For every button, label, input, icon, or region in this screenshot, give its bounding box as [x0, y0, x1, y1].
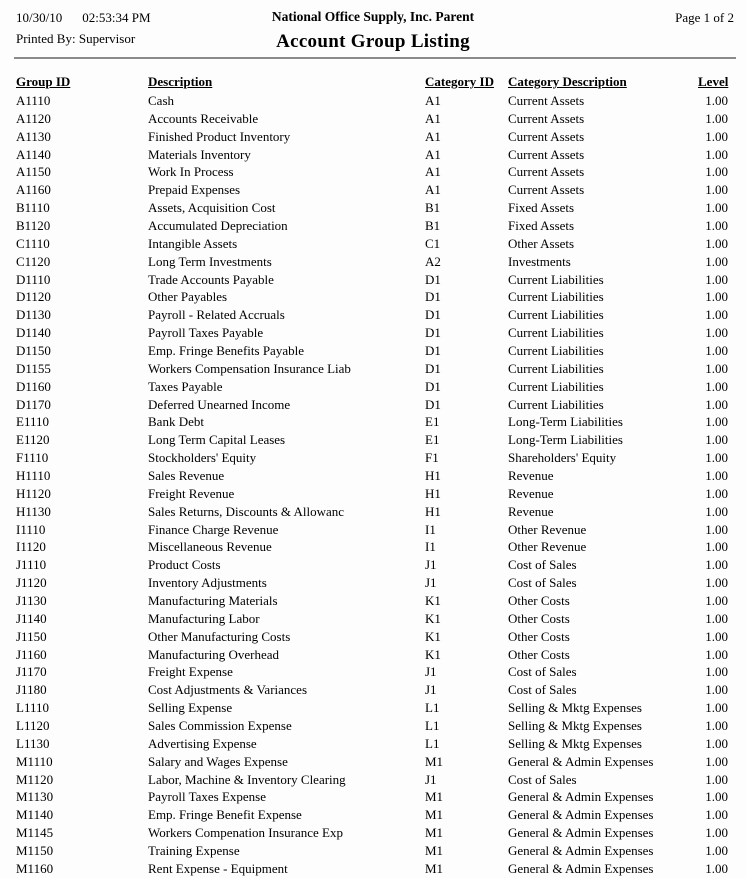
cell-group-id: J1120 — [16, 575, 47, 591]
table-row — [0, 574, 746, 592]
table-row — [0, 271, 746, 289]
cell-description: Finished Product Inventory — [148, 128, 291, 144]
cell-category-id: A1 — [425, 164, 441, 180]
cell-category-id: H1 — [425, 467, 441, 483]
cell-category-id: D1 — [425, 342, 441, 358]
table-row — [0, 288, 746, 306]
cell-description: Long Term Investments — [148, 253, 272, 269]
cell-category-description: Shareholders' Equity — [508, 450, 617, 466]
cell-group-id: M1120 — [16, 771, 54, 787]
table-header — [0, 72, 746, 92]
table-row — [0, 396, 746, 414]
cell-description: Emp. Fringe Benefit Expense — [148, 807, 302, 823]
cell-description: Cost Adjustments & Variances — [148, 682, 308, 698]
column-header-category-description: Category Description — [508, 74, 627, 89]
cell-description: Taxes Payable — [148, 378, 223, 394]
cell-category-description: Current Liabilities — [508, 396, 604, 412]
cell-category-description: Cost of Sales — [508, 575, 577, 591]
cell-description: Payroll Taxes Expense — [148, 789, 266, 805]
cell-group-id: J1130 — [16, 592, 47, 608]
cell-level: 1.00 — [705, 325, 728, 341]
cell-category-description: Cost of Sales — [508, 771, 577, 787]
cell-category-id: A1 — [425, 182, 441, 198]
cell-category-id: D1 — [425, 396, 441, 412]
cell-category-id: D1 — [425, 360, 441, 376]
table-row — [0, 592, 746, 610]
cell-category-id: I1 — [425, 521, 436, 537]
cell-description: Stockholders' Equity — [148, 450, 257, 466]
cell-category-id: A2 — [425, 253, 441, 269]
cell-category-id: A1 — [425, 92, 441, 108]
cell-category-description: Long-Term Liabilities — [508, 432, 623, 448]
cell-group-id: D1110 — [16, 271, 51, 287]
cell-group-id: J1160 — [16, 646, 47, 662]
cell-description: Deferred Unearned Income — [148, 396, 291, 412]
cell-description: Manufacturing Materials — [148, 592, 278, 608]
cell-group-id: D1140 — [16, 325, 51, 341]
table-row — [0, 628, 746, 646]
cell-level: 1.00 — [705, 271, 728, 287]
column-header-description: Description — [148, 74, 213, 89]
cell-level: 1.00 — [705, 414, 728, 430]
cell-group-id: L1110 — [16, 700, 49, 716]
cell-category-id: J1 — [425, 771, 437, 787]
cell-group-id: A1140 — [16, 146, 51, 162]
cell-group-id: D1170 — [16, 396, 51, 412]
cell-category-id: M1 — [425, 843, 444, 859]
cell-level: 1.00 — [705, 200, 728, 216]
cell-level: 1.00 — [705, 342, 728, 358]
cell-level: 1.00 — [705, 860, 728, 876]
cell-category-description: General & Admin Expenses — [508, 789, 654, 805]
column-header-category-id: Category ID — [425, 74, 494, 89]
cell-category-description: Revenue — [508, 467, 554, 483]
cell-category-id: M1 — [425, 789, 444, 805]
table-row — [0, 306, 746, 324]
cell-category-id: F1 — [425, 450, 439, 466]
table-row — [0, 735, 746, 753]
cell-level: 1.00 — [705, 289, 728, 305]
cell-level: 1.00 — [705, 485, 728, 501]
report-titles — [0, 9, 746, 53]
cell-category-id: J1 — [425, 682, 437, 698]
cell-level: 1.00 — [705, 646, 728, 662]
cell-category-description: Current Liabilities — [508, 342, 604, 358]
account-group-table — [0, 72, 746, 878]
cell-level: 1.00 — [705, 628, 728, 644]
cell-level: 1.00 — [705, 557, 728, 573]
cell-group-id: A1120 — [16, 110, 51, 126]
cell-category-id: D1 — [425, 289, 441, 305]
cell-category-id: K1 — [425, 592, 441, 608]
table-row — [0, 771, 746, 789]
cell-level: 1.00 — [705, 164, 728, 180]
cell-description: Workers Compensation Insurance Liab — [148, 360, 351, 376]
cell-category-id: D1 — [425, 271, 441, 287]
cell-description: Selling Expense — [148, 700, 233, 716]
table-row — [0, 360, 746, 378]
cell-description: Long Term Capital Leases — [148, 432, 286, 448]
cell-category-description: Revenue — [508, 485, 554, 501]
cell-level: 1.00 — [705, 182, 728, 198]
table-row — [0, 503, 746, 521]
cell-level: 1.00 — [705, 235, 728, 251]
cell-level: 1.00 — [705, 575, 728, 591]
cell-description: Sales Revenue — [148, 467, 225, 483]
cell-description: Advertising Expense — [148, 735, 257, 751]
cell-category-description: Selling & Mktg Expenses — [508, 718, 642, 733]
table-row — [0, 681, 746, 699]
cell-description: Finance Charge Revenue — [148, 521, 279, 537]
cell-description: Materials Inventory — [148, 146, 251, 162]
cell-level: 1.00 — [705, 521, 728, 537]
cell-description: Freight Revenue — [148, 485, 235, 501]
cell-level: 1.00 — [705, 771, 728, 787]
cell-category-description: Current Liabilities — [508, 360, 604, 376]
cell-category-description: Current Assets — [508, 110, 585, 126]
table-row — [0, 146, 746, 164]
cell-group-id: D1155 — [16, 360, 51, 376]
cell-category-description: Other Costs — [508, 628, 570, 644]
cell-group-id: D1150 — [16, 342, 51, 358]
cell-category-description: Cost of Sales — [508, 682, 577, 698]
table-row — [0, 217, 746, 235]
cell-category-id: J1 — [425, 557, 437, 573]
table-row — [0, 717, 746, 735]
table-row — [0, 199, 746, 217]
header-divider — [14, 57, 736, 59]
cell-group-id: A1160 — [16, 182, 51, 198]
cell-category-description: Long-Term Liabilities — [508, 414, 623, 430]
cell-category-description: Other Costs — [508, 610, 570, 626]
table-row — [0, 699, 746, 717]
cell-category-description: Other Costs — [508, 646, 570, 662]
table-row — [0, 538, 746, 556]
cell-level: 1.00 — [705, 592, 728, 608]
cell-category-id: H1 — [425, 503, 441, 519]
cell-group-id: E1110 — [16, 414, 49, 430]
cell-category-description: Current Assets — [508, 92, 585, 108]
cell-level: 1.00 — [705, 307, 728, 323]
cell-group-id: A1130 — [16, 128, 51, 144]
cell-level: 1.00 — [705, 360, 728, 376]
cell-group-id: M1160 — [16, 860, 54, 876]
cell-group-id: H1110 — [16, 467, 51, 483]
table-row — [0, 521, 746, 539]
table-row — [0, 610, 746, 628]
cell-level: 1.00 — [705, 825, 728, 841]
cell-group-id: F1110 — [16, 450, 49, 466]
cell-category-description: Current Assets — [508, 164, 585, 180]
column-header-level: Level — [698, 74, 729, 89]
cell-description: Emp. Fringe Benefits Payable — [148, 342, 304, 358]
table-row — [0, 556, 746, 574]
cell-description: Prepaid Expenses — [148, 182, 241, 198]
print-date: 10/30/10 — [16, 10, 63, 25]
table-row — [0, 824, 746, 842]
cell-description: Manufacturing Overhead — [148, 646, 280, 662]
cell-category-description: Cost of Sales — [508, 557, 577, 573]
cell-group-id: M1140 — [16, 807, 54, 823]
cell-category-id: H1 — [425, 485, 441, 501]
table-row — [0, 128, 746, 146]
cell-group-id: J1180 — [16, 682, 47, 698]
cell-category-id: J1 — [425, 575, 437, 591]
cell-description: Intangible Assets — [148, 235, 238, 251]
cell-category-description: Investments — [508, 253, 571, 269]
cell-description: Workers Compenation Insurance Exp — [148, 825, 343, 841]
cell-level: 1.00 — [705, 682, 728, 698]
cell-category-description: General & Admin Expenses — [508, 843, 654, 859]
cell-description: Payroll Taxes Payable — [148, 325, 264, 341]
cell-category-description: Fixed Assets — [508, 217, 575, 233]
cell-category-description: Other Costs — [508, 592, 570, 608]
cell-category-description: Current Assets — [508, 182, 585, 198]
cell-category-description: Revenue — [508, 503, 554, 519]
cell-group-id: B1110 — [16, 200, 50, 216]
cell-level: 1.00 — [705, 378, 728, 394]
cell-description: Other Payables — [148, 289, 228, 305]
cell-description: Salary and Wages Expense — [148, 753, 288, 769]
cell-group-id: A1150 — [16, 164, 51, 180]
table-row — [0, 467, 746, 485]
cell-category-id: A1 — [425, 146, 441, 162]
print-time: 02:53:34 PM — [82, 10, 151, 25]
cell-category-description: Selling & Mktg Expenses — [508, 700, 642, 716]
cell-group-id: M1150 — [16, 843, 54, 859]
cell-group-id: L1130 — [16, 735, 50, 751]
cell-category-description: Current Liabilities — [508, 271, 604, 287]
table-row — [0, 860, 746, 878]
cell-level: 1.00 — [705, 735, 728, 751]
cell-category-description: General & Admin Expenses — [508, 825, 654, 841]
cell-group-id: I1120 — [16, 539, 46, 555]
table-row — [0, 253, 746, 271]
cell-description: Sales Returns, Discounts & Allowanc — [148, 503, 345, 519]
cell-description: Product Costs — [148, 557, 221, 573]
cell-level: 1.00 — [705, 843, 728, 859]
cell-level: 1.00 — [705, 718, 728, 733]
cell-group-id: D1120 — [16, 289, 51, 305]
cell-group-id: J1150 — [16, 628, 47, 644]
cell-category-description: Current Assets — [508, 146, 585, 162]
table-row — [0, 342, 746, 360]
cell-category-id: A1 — [425, 110, 441, 126]
cell-description: Bank Debt — [148, 414, 204, 430]
cell-group-id: C1120 — [16, 253, 51, 269]
table-row — [0, 646, 746, 664]
cell-group-id: L1120 — [16, 718, 50, 733]
cell-category-id: I1 — [425, 539, 436, 555]
cell-description: Accumulated Depreciation — [148, 217, 288, 233]
cell-category-id: L1 — [425, 735, 440, 751]
cell-category-id: B1 — [425, 200, 441, 216]
cell-description: Manufacturing Labor — [148, 610, 260, 626]
cell-group-id: M1145 — [16, 825, 54, 841]
cell-group-id: A1110 — [16, 92, 51, 108]
cell-description: Sales Commission Expense — [148, 718, 292, 733]
cell-group-id: H1120 — [16, 485, 51, 501]
cell-level: 1.00 — [705, 92, 728, 108]
cell-category-id: M1 — [425, 825, 444, 841]
cell-category-description: Current Liabilities — [508, 378, 604, 394]
cell-level: 1.00 — [705, 807, 728, 823]
cell-description: Freight Expense — [148, 664, 233, 680]
cell-category-id: M1 — [425, 807, 444, 823]
cell-group-id: J1170 — [16, 664, 47, 680]
table-row — [0, 163, 746, 181]
cell-description: Rent Expense - Equipment — [148, 860, 288, 876]
cell-category-id: C1 — [425, 235, 441, 251]
cell-group-id: D1130 — [16, 307, 51, 323]
cell-category-id: K1 — [425, 628, 441, 644]
cell-level: 1.00 — [705, 503, 728, 519]
table-row — [0, 378, 746, 396]
cell-category-id: L1 — [425, 718, 440, 733]
table-row — [0, 789, 746, 807]
table-row — [0, 842, 746, 860]
cell-level: 1.00 — [705, 253, 728, 269]
cell-description: Miscellaneous Revenue — [148, 539, 272, 555]
cell-category-description: Current Assets — [508, 128, 585, 144]
table-row — [0, 413, 746, 431]
cell-category-description: General & Admin Expenses — [508, 860, 654, 876]
cell-category-description: Fixed Assets — [508, 200, 575, 216]
table-row — [0, 324, 746, 342]
cell-level: 1.00 — [705, 664, 728, 680]
cell-category-id: E1 — [425, 432, 440, 448]
column-header-group-id: Group ID — [16, 74, 71, 89]
cell-level: 1.00 — [705, 450, 728, 466]
cell-category-id: B1 — [425, 217, 441, 233]
cell-category-description: Current Liabilities — [508, 325, 604, 341]
table-row — [0, 235, 746, 253]
table-row — [0, 664, 746, 682]
cell-category-description: General & Admin Expenses — [508, 753, 654, 769]
table-row — [0, 449, 746, 467]
cell-category-description: Other Assets — [508, 235, 575, 251]
cell-category-id: K1 — [425, 646, 441, 662]
table-body — [0, 92, 746, 878]
cell-category-id: D1 — [425, 325, 441, 341]
cell-description: Payroll - Related Accruals — [148, 307, 285, 323]
cell-level: 1.00 — [705, 789, 728, 805]
cell-level: 1.00 — [705, 610, 728, 626]
cell-category-id: L1 — [425, 700, 440, 716]
cell-category-id: D1 — [425, 307, 441, 323]
cell-level: 1.00 — [705, 753, 728, 769]
cell-category-description: Other Revenue — [508, 521, 587, 537]
cell-description: Inventory Adjustments — [148, 575, 267, 591]
table-row — [0, 181, 746, 199]
cell-level: 1.00 — [705, 146, 728, 162]
report-header — [0, 0, 746, 72]
cell-description: Labor, Machine & Inventory Clearing — [148, 771, 346, 787]
cell-level: 1.00 — [705, 110, 728, 126]
cell-level: 1.00 — [705, 700, 728, 716]
cell-category-id: M1 — [425, 860, 444, 876]
cell-category-description: Other Revenue — [508, 539, 587, 555]
table-row — [0, 431, 746, 449]
table-header-row — [0, 72, 746, 92]
cell-category-description: Selling & Mktg Expenses — [508, 735, 642, 751]
cell-category-description: Current Liabilities — [508, 289, 604, 305]
cell-group-id: M1110 — [16, 753, 53, 769]
cell-group-id: B1120 — [16, 217, 51, 233]
cell-group-id: D1160 — [16, 378, 51, 394]
cell-group-id: E1120 — [16, 432, 50, 448]
cell-description: Other Manufacturing Costs — [148, 628, 291, 644]
report-title: Account Group Listing — [276, 31, 470, 52]
company-name: National Office Supply, Inc. Parent — [271, 9, 475, 24]
table-row — [0, 753, 746, 771]
cell-description: Training Expense — [148, 843, 240, 859]
table-row — [0, 92, 746, 110]
table-row — [0, 485, 746, 503]
cell-description: Accounts Receivable — [148, 110, 259, 126]
cell-category-id: M1 — [425, 753, 444, 769]
cell-category-id: E1 — [425, 414, 440, 430]
printed-by: Printed By: Supervisor — [16, 31, 136, 46]
cell-category-id: J1 — [425, 664, 437, 680]
cell-level: 1.00 — [705, 467, 728, 483]
cell-level: 1.00 — [705, 432, 728, 448]
cell-category-description: Current Liabilities — [508, 307, 604, 323]
cell-category-id: K1 — [425, 610, 441, 626]
cell-level: 1.00 — [705, 396, 728, 412]
page-indicator: Page 1 of 2 — [675, 10, 734, 25]
cell-group-id: J1110 — [16, 557, 47, 573]
cell-category-id: D1 — [425, 378, 441, 394]
table-row — [0, 806, 746, 824]
cell-group-id: J1140 — [16, 610, 47, 626]
cell-group-id: C1110 — [16, 235, 50, 251]
cell-group-id: I1110 — [16, 521, 46, 537]
cell-description: Cash — [148, 92, 174, 108]
cell-category-description: General & Admin Expenses — [508, 807, 654, 823]
cell-group-id: H1130 — [16, 503, 51, 519]
cell-level: 1.00 — [705, 128, 728, 144]
cell-description: Assets, Acquisition Cost — [148, 200, 276, 216]
cell-category-id: A1 — [425, 128, 441, 144]
cell-description: Work In Process — [148, 164, 234, 180]
cell-category-description: Cost of Sales — [508, 664, 577, 680]
cell-group-id: M1130 — [16, 789, 54, 805]
cell-level: 1.00 — [705, 217, 728, 233]
cell-level: 1.00 — [705, 539, 728, 555]
table-row — [0, 110, 746, 128]
cell-description: Trade Accounts Payable — [148, 271, 274, 287]
